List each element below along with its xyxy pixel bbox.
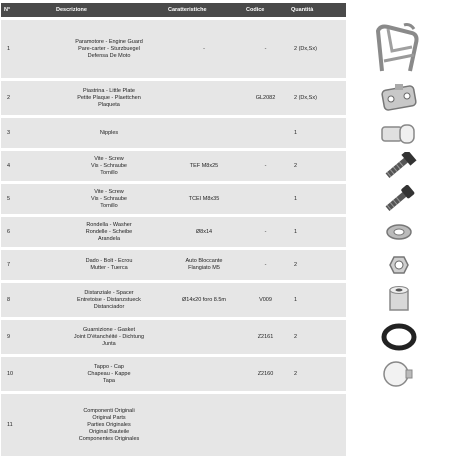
- row-quantity: 2: [288, 320, 346, 354]
- row-code: [243, 118, 288, 148]
- header-characteristics: Caratteristiche: [165, 3, 243, 17]
- row-image: [346, 20, 451, 78]
- row-code: -: [243, 250, 288, 280]
- plate-icon: [346, 82, 451, 114]
- row-code: Z2161: [243, 320, 288, 354]
- row-code: -: [243, 151, 288, 181]
- row-quantity: 2: [288, 151, 346, 181]
- row-quantity: [288, 394, 346, 456]
- row-number: 7: [1, 250, 53, 280]
- row-characteristics: TCEI M8x35: [165, 184, 243, 214]
- row-characteristics: [165, 357, 243, 391]
- row-image: [346, 118, 451, 148]
- row-description: Nipples: [53, 118, 165, 148]
- row-image: [346, 217, 451, 247]
- row-description: Rondella - Washer Rondelle - Scheibe Arandela: [53, 217, 165, 247]
- row-quantity: 1: [288, 217, 346, 247]
- row-number: 10: [1, 357, 53, 391]
- row-code: V009: [243, 283, 288, 317]
- row-quantity: 1: [288, 283, 346, 317]
- row-image: [346, 151, 451, 181]
- row-description: Distanziale - Spacer Entretoise - Distanzstueck Distanciador: [53, 283, 165, 317]
- row-characteristics: [165, 81, 243, 115]
- row-image: [346, 320, 451, 354]
- row-description: Dado - Bolt - Ecrou Mutter - Tuerca: [53, 250, 165, 280]
- header-description: Descrizione: [53, 3, 165, 17]
- header-image: [346, 3, 451, 17]
- row-number: 1: [1, 20, 53, 78]
- row-number: 11: [1, 394, 53, 456]
- table-row: [1, 320, 451, 354]
- socket-screw-icon: [346, 185, 451, 213]
- row-quantity: 2 (Dx,Sx): [288, 81, 346, 115]
- cap-icon: [346, 358, 451, 390]
- row-characteristics: [165, 394, 243, 456]
- row-number: 8: [1, 283, 53, 317]
- row-description: Vite - Screw Vis - Schraube Tornillo: [53, 151, 165, 181]
- header-quantity: Quantità: [288, 3, 346, 17]
- row-description: Componenti Originali Original Parts Parties Originales Original Bauteile Componentes Originales: [53, 394, 165, 456]
- header-row: [1, 3, 451, 17]
- header-number: N°: [1, 3, 53, 17]
- row-code: GL2082: [243, 81, 288, 115]
- table-row: [1, 357, 451, 391]
- table-row: [1, 81, 451, 115]
- row-characteristics: [165, 320, 243, 354]
- row-image: [346, 250, 451, 280]
- table-row: [1, 151, 451, 181]
- parts-table: [1, 0, 451, 459]
- row-image: [346, 283, 451, 317]
- table-row: [1, 20, 451, 78]
- table-row: [1, 118, 451, 148]
- row-characteristics: Auto Bloccante Flangiato M5: [165, 250, 243, 280]
- table-row: [1, 250, 451, 280]
- row-image: [346, 394, 451, 456]
- engine-guard-icon: [346, 21, 451, 77]
- row-number: 5: [1, 184, 53, 214]
- nipple-icon: [346, 119, 451, 147]
- row-image: [346, 81, 451, 115]
- row-description: Piastrina - Little Plate Petite Plaque - Plaettchen Plaqueta: [53, 81, 165, 115]
- table-row: [1, 217, 451, 247]
- row-number: 3: [1, 118, 53, 148]
- row-characteristics: Ø14x20 foro 8.5m: [165, 283, 243, 317]
- row-description: Vite - Screw Vis - Schraube Tornillo: [53, 184, 165, 214]
- row-image: [346, 357, 451, 391]
- row-quantity: 1: [288, 184, 346, 214]
- row-quantity: 1: [288, 118, 346, 148]
- row-number: 2: [1, 81, 53, 115]
- header-code: Codice: [243, 3, 288, 17]
- row-number: 6: [1, 217, 53, 247]
- row-code: -: [243, 20, 288, 78]
- row-characteristics: [165, 118, 243, 148]
- row-number: 9: [1, 320, 53, 354]
- row-code: [243, 184, 288, 214]
- nut-icon: [346, 251, 451, 279]
- table-row: [1, 283, 451, 317]
- row-description: Tappo - Cap Chapeau - Kappe Tapa: [53, 357, 165, 391]
- washer-icon: [346, 218, 451, 246]
- row-quantity: 2 (Dx,Sx): [288, 20, 346, 78]
- row-code: Z2160: [243, 357, 288, 391]
- row-description: Guarnizione - Gasket Joint D'étanchéité - Dichtung Junta: [53, 320, 165, 354]
- row-quantity: 2: [288, 250, 346, 280]
- row-characteristics: Ø8x14: [165, 217, 243, 247]
- row-description: Paramotore - Engine Guard Pare-carter - Sturzbuegel Defensa De Moto: [53, 20, 165, 78]
- table-row: [1, 184, 451, 214]
- row-number: 4: [1, 151, 53, 181]
- row-characteristics: TEF M8x25: [165, 151, 243, 181]
- row-characteristics: -: [165, 20, 243, 78]
- row-code: -: [243, 217, 288, 247]
- gasket-icon: [346, 321, 451, 353]
- table-row: [1, 394, 451, 456]
- spacer-icon: [346, 284, 451, 316]
- row-image: [346, 184, 451, 214]
- row-quantity: 2: [288, 357, 346, 391]
- row-code: [243, 394, 288, 456]
- hex-screw-icon: [346, 152, 451, 180]
